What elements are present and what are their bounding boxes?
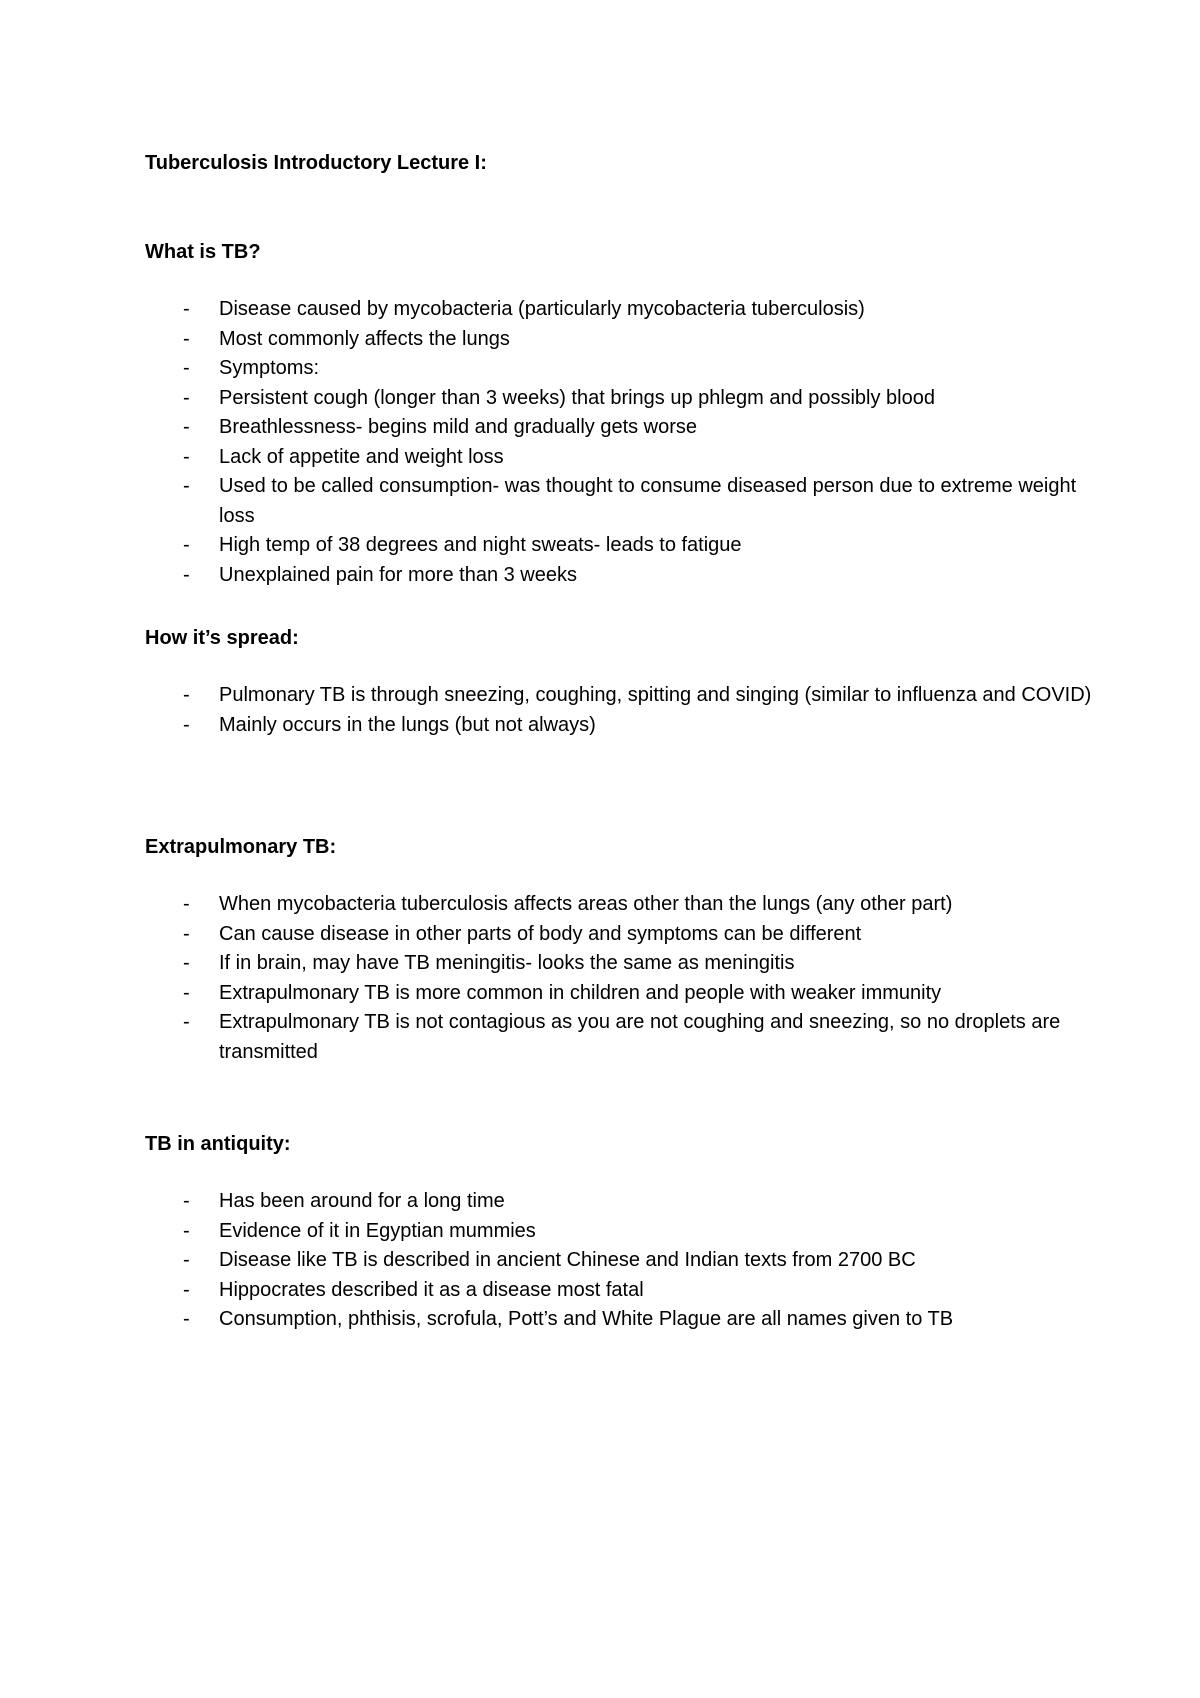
bullet-list-what-is-tb [145, 295, 1095, 590]
section-heading-antiquity: TB in antiquity: [145, 1133, 291, 1155]
bullet-dash: - [183, 684, 190, 706]
section-heading-what-is-tb: What is TB? [145, 241, 261, 263]
list-item [145, 443, 1095, 473]
bullet-dash: - [183, 563, 190, 586]
bullet-dash: - [183, 893, 190, 915]
bullet-dash: - [183, 416, 190, 438]
list-item [145, 354, 1095, 384]
list-item [145, 1008, 1095, 1067]
list-item [145, 472, 1095, 531]
list-item [145, 949, 1095, 979]
bullet-dash: - [183, 386, 190, 409]
list-item-text: Disease caused by mycobacteria (particularly mycobacteria tuberculosis) [219, 298, 865, 320]
bullet-dash: - [183, 952, 190, 974]
list-item-text: Extrapulmonary TB is not contagious as you are not coughing and sneezing, so no droplets are transmitted [219, 1011, 1061, 1063]
list-item [145, 325, 1095, 355]
list-item-text: Used to be called consumption- was thought to consume diseased person due to extreme weight loss [219, 475, 1077, 527]
list-item [145, 384, 1095, 414]
bullet-list-antiquity [145, 1187, 1095, 1335]
list-item [145, 561, 1095, 591]
bullet-dash: - [183, 1249, 190, 1271]
list-item [145, 531, 1095, 561]
list-item-text: If in brain, may have TB meningitis- looks the same as meningitis [219, 952, 795, 974]
list-item [145, 1276, 1095, 1306]
list-item-text: High temp of 38 degrees and night sweats- leads to fatigue [219, 534, 742, 556]
list-item-text: Has been around for a long time [219, 1190, 505, 1212]
list-item [145, 711, 1095, 741]
list-item [145, 295, 1095, 325]
bullet-dash: - [183, 327, 190, 350]
list-item-text: Extrapulmonary TB is more common in children and people with weaker immunity [219, 981, 942, 1004]
list-item [145, 413, 1095, 443]
bullet-list-extrapulmonary [145, 890, 1095, 1067]
list-item [145, 890, 1095, 920]
list-item-text: Most commonly affects the lungs [219, 327, 510, 350]
bullet-dash: - [183, 445, 190, 468]
list-item [145, 1217, 1095, 1247]
list-item-text: When mycobacteria tuberculosis affects areas other than the lungs (any other part) [219, 893, 953, 915]
bullet-dash: - [183, 357, 190, 379]
list-item [145, 920, 1095, 950]
list-item [145, 1246, 1095, 1276]
list-item [145, 681, 1095, 711]
list-item [145, 1187, 1095, 1217]
document-title: Tuberculosis Introductory Lecture I: [145, 152, 487, 174]
bullet-dash: - [183, 1308, 190, 1330]
bullet-dash: - [183, 298, 190, 320]
list-item [145, 979, 1095, 1009]
bullet-dash: - [183, 1219, 190, 1242]
bullet-dash: - [183, 475, 190, 497]
list-item-text: Consumption, phthisis, scrofula, Pott’s and White Plague are all names given to TB [219, 1308, 954, 1330]
list-item-text: Lack of appetite and weight loss [219, 445, 504, 468]
list-item-text: Disease like TB is described in ancient Chinese and Indian texts from 2700 BC [219, 1249, 916, 1271]
bullet-dash: - [183, 1190, 190, 1212]
bullet-dash: - [183, 713, 190, 736]
list-item-text: Unexplained pain for more than 3 weeks [219, 563, 577, 586]
bullet-dash: - [183, 1278, 190, 1301]
list-item-text: Mainly occurs in the lungs (but not always) [219, 713, 596, 736]
list-item-text: Can cause disease in other parts of body and symptoms can be different [219, 922, 862, 945]
list-item-text: Hippocrates described it as a disease most fatal [219, 1278, 644, 1301]
list-item-text: Persistent cough (longer than 3 weeks) that brings up phlegm and possibly blood [219, 386, 935, 409]
bullet-list-how-spread [145, 681, 1095, 740]
list-item [145, 1305, 1095, 1335]
bullet-dash: - [183, 534, 190, 556]
list-item-text: Pulmonary TB is through sneezing, coughing, spitting and singing (similar to influenza and COVID) [219, 684, 1092, 706]
section-heading-extrapulmonary: Extrapulmonary TB: [145, 836, 337, 858]
list-item-text: Symptoms: [219, 357, 320, 379]
section-heading-how-spread: How it’s spread: [145, 627, 299, 649]
list-item-text: Breathlessness- begins mild and gradually gets worse [219, 416, 698, 438]
list-item-text: Evidence of it in Egyptian mummies [219, 1219, 536, 1242]
bullet-dash: - [183, 981, 190, 1004]
bullet-dash: - [183, 1011, 190, 1033]
bullet-dash: - [183, 922, 190, 945]
